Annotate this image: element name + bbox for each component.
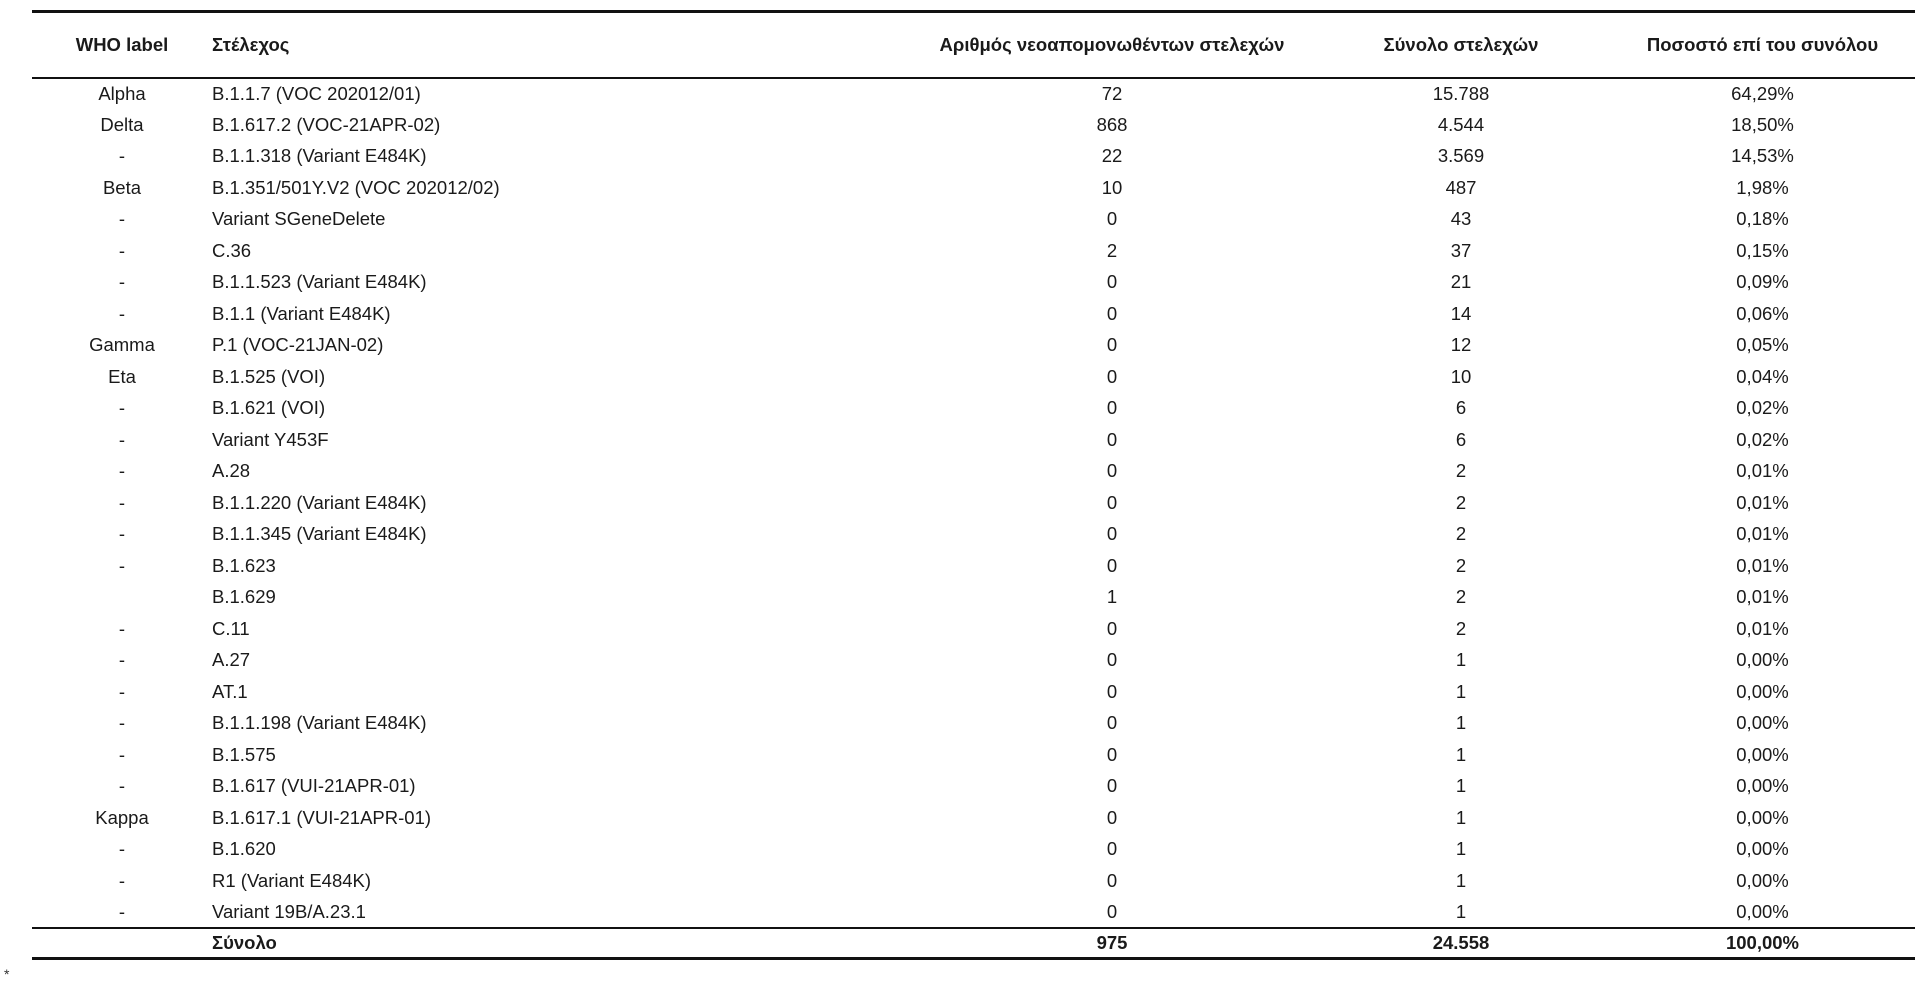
header-strain: Στέλεχος: [212, 12, 912, 78]
cell-percent: 0,01%: [1736, 586, 1789, 608]
cell-who-label: Kappa: [95, 806, 149, 828]
cell-percent: 18,50%: [1731, 113, 1794, 135]
cell-who-label: -: [118, 743, 126, 765]
cell-percent: 0,09%: [1736, 271, 1789, 293]
cell-strain: B.1.1.7 (VOC 202012/01): [212, 82, 421, 104]
cell-percent: 0,00%: [1736, 712, 1789, 734]
cell-who-label: -: [118, 649, 126, 671]
table-row: [32, 897, 1915, 929]
cell-strain: B.1.629: [212, 586, 276, 608]
cell-new-isolates: 0: [1106, 491, 1118, 513]
cell-strain: Variant Y453F: [212, 428, 329, 450]
cell-total-strains: 1: [1455, 743, 1467, 765]
cell-who-label: -: [118, 460, 126, 482]
cell-total-strains: 1: [1455, 775, 1467, 797]
cell-strain: B.1.1.220 (Variant E484K): [212, 491, 427, 513]
total-new-isolates: 975: [912, 928, 1312, 958]
cell-total-strains: 12: [1450, 334, 1472, 356]
total-who-cell: [32, 928, 212, 958]
cell-percent: 0,02%: [1736, 397, 1789, 419]
cell-strain: B.1.575: [212, 743, 276, 765]
cell-strain: B.1.351/501Y.V2 (VOC 202012/02): [212, 176, 500, 198]
total-label: Σύνολο: [212, 928, 912, 958]
cell-percent: 0,00%: [1736, 775, 1789, 797]
cell-total-strains: 1: [1455, 869, 1467, 891]
cell-percent: 0,00%: [1736, 838, 1789, 860]
cell-new-isolates: 0: [1106, 271, 1118, 293]
cell-who-label: -: [118, 302, 126, 324]
table-row: [32, 361, 1915, 393]
cell-new-isolates: 0: [1106, 460, 1118, 482]
cell-total-strains: 2: [1455, 491, 1467, 513]
table-row: [32, 834, 1915, 866]
cell-new-isolates: 0: [1106, 712, 1118, 734]
cell-percent: 1,98%: [1736, 176, 1789, 198]
cell-total-strains: 15.788: [1432, 82, 1490, 104]
cell-new-isolates: 0: [1106, 554, 1118, 576]
table-row: [32, 802, 1915, 834]
cell-total-strains: 21: [1450, 271, 1472, 293]
cell-total-strains: 2: [1455, 554, 1467, 576]
cell-who-label: -: [118, 617, 126, 639]
cell-who-label: -: [118, 428, 126, 450]
table-row: [32, 235, 1915, 267]
table-row: [32, 865, 1915, 897]
cell-strain: AT.1: [212, 680, 248, 702]
table-row: [32, 204, 1915, 236]
cell-strain: B.1.1.345 (Variant E484K): [212, 523, 427, 545]
header-total-strains: Σύνολο στελεχών: [1312, 12, 1610, 78]
cell-strain: B.1.617.1 (VUI-21APR-01): [212, 806, 432, 828]
header-row: [32, 12, 1915, 78]
table-row: [32, 676, 1915, 708]
cell-total-strains: 1: [1455, 649, 1467, 671]
table-row: [32, 771, 1915, 803]
table-row: [32, 582, 1915, 614]
cell-percent: 14,53%: [1731, 145, 1794, 167]
cell-who-label: -: [118, 397, 126, 419]
cell-new-isolates: 0: [1106, 900, 1118, 922]
cell-percent: 0,00%: [1736, 743, 1789, 765]
cell-new-isolates: 0: [1106, 649, 1118, 671]
cell-new-isolates: 0: [1106, 302, 1118, 324]
cell-total-strains: 4.544: [1437, 113, 1485, 135]
cell-new-isolates: 868: [1096, 113, 1128, 135]
cell-who-label: Beta: [102, 176, 142, 198]
cell-new-isolates: 0: [1106, 838, 1118, 860]
cell-percent: 0,00%: [1736, 806, 1789, 828]
cell-total-strains: 6: [1455, 397, 1467, 419]
cell-total-strains: 1: [1455, 712, 1467, 734]
cell-total-strains: 2: [1455, 523, 1467, 545]
footnote-mark: *: [4, 966, 10, 982]
cell-strain: B.1.1 (Variant E484K): [212, 302, 391, 324]
table-row: [32, 456, 1915, 488]
cell-total-strains: 37: [1450, 239, 1472, 261]
cell-percent: 0,18%: [1736, 208, 1789, 230]
cell-new-isolates: 0: [1106, 869, 1118, 891]
cell-who-label: -: [118, 145, 126, 167]
cell-total-strains: 2: [1455, 586, 1467, 608]
cell-new-isolates: 1: [1106, 586, 1118, 608]
cell-who-label: -: [118, 838, 126, 860]
cell-strain: C.11: [212, 617, 250, 639]
cell-total-strains: 2: [1455, 617, 1467, 639]
cell-total-strains: 1: [1455, 806, 1467, 828]
cell-percent: 0,01%: [1736, 460, 1789, 482]
table-row: [32, 424, 1915, 456]
cell-total-strains: 14: [1450, 302, 1472, 324]
cell-percent: 0,01%: [1736, 554, 1789, 576]
header-percent-of-total: Ποσοστό επί του συνόλου: [1610, 12, 1915, 78]
table-row: [32, 613, 1915, 645]
total-row: [32, 928, 1915, 958]
cell-strain: B.1.621 (VOI): [212, 397, 326, 419]
cell-strain: B.1.1.318 (Variant E484K): [212, 145, 427, 167]
cell-strain: R1 (Variant E484K): [212, 869, 372, 891]
cell-percent: 64,29%: [1731, 82, 1794, 104]
cell-total-strains: 10: [1450, 365, 1472, 387]
cell-strain: B.1.525 (VOI): [212, 365, 326, 387]
table-row: [32, 487, 1915, 519]
table-row: [32, 739, 1915, 771]
cell-who-label: [32, 582, 212, 614]
header-who-label: WHO label: [32, 12, 212, 78]
cell-who-label: -: [118, 208, 126, 230]
total-percent: 100,00%: [1610, 928, 1915, 958]
cell-strain: C.36: [212, 239, 252, 261]
cell-who-label: Eta: [108, 365, 136, 387]
cell-total-strains: 3.569: [1437, 145, 1485, 167]
cell-who-label: -: [118, 239, 126, 261]
cell-new-isolates: 0: [1106, 775, 1118, 797]
header-new-isolates: Αριθμός νεοαπομονωθέντων στελεχών: [912, 12, 1312, 78]
cell-new-isolates: 0: [1106, 743, 1118, 765]
cell-who-label: Delta: [100, 113, 144, 135]
table-row: [32, 298, 1915, 330]
cell-percent: 0,15%: [1736, 239, 1789, 261]
table-row: [32, 519, 1915, 551]
cell-new-isolates: 22: [1101, 145, 1123, 167]
cell-new-isolates: 0: [1106, 334, 1118, 356]
table-row: [32, 109, 1915, 141]
table-row: [32, 141, 1915, 173]
cell-strain: B.1.617 (VUI-21APR-01): [212, 775, 416, 797]
cell-who-label: Alpha: [98, 82, 146, 104]
cell-strain: Variant SGeneDelete: [212, 208, 386, 230]
cell-percent: 0,01%: [1736, 491, 1789, 513]
cell-new-isolates: 0: [1106, 680, 1118, 702]
table-row: [32, 78, 1915, 110]
cell-percent: 0,00%: [1736, 680, 1789, 702]
cell-new-isolates: 0: [1106, 523, 1118, 545]
cell-strain: Variant 19B/A.23.1: [212, 900, 366, 922]
table-row: [32, 550, 1915, 582]
table-body: [32, 78, 1915, 929]
cell-percent: 0,04%: [1736, 365, 1789, 387]
cell-strain: B.1.617.2 (VOC-21APR-02): [212, 113, 441, 135]
cell-total-strains: 6: [1455, 428, 1467, 450]
cell-total-strains: 487: [1445, 176, 1477, 198]
cell-new-isolates: 72: [1101, 82, 1123, 104]
cell-new-isolates: 0: [1106, 428, 1118, 450]
cell-who-label: -: [118, 271, 126, 293]
cell-percent: 0,01%: [1736, 523, 1789, 545]
cell-strain: B.1.620: [212, 838, 276, 860]
cell-who-label: -: [118, 523, 126, 545]
cell-who-label: -: [118, 491, 126, 513]
cell-percent: 0,00%: [1736, 869, 1789, 891]
table-row: [32, 645, 1915, 677]
cell-who-label: -: [118, 900, 126, 922]
table-row: [32, 172, 1915, 204]
cell-strain: P.1 (VOC-21JAN-02): [212, 334, 384, 356]
cell-strain: A.27: [212, 649, 251, 671]
cell-new-isolates: 0: [1106, 365, 1118, 387]
cell-who-label: -: [118, 680, 126, 702]
cell-new-isolates: 0: [1106, 617, 1118, 639]
cell-new-isolates: 0: [1106, 806, 1118, 828]
cell-total-strains: 43: [1450, 208, 1472, 230]
cell-who-label: -: [118, 869, 126, 891]
cell-who-label: -: [118, 712, 126, 734]
cell-new-isolates: 10: [1101, 176, 1123, 198]
table-row: [32, 393, 1915, 425]
table-row: [32, 330, 1915, 362]
cell-strain: B.1.1.198 (Variant E484K): [212, 712, 427, 734]
cell-who-label: -: [118, 775, 126, 797]
cell-new-isolates: 0: [1106, 397, 1118, 419]
cell-strain: B.1.623: [212, 554, 276, 576]
cell-strain: B.1.1.523 (Variant E484K): [212, 271, 427, 293]
cell-who-label: -: [118, 554, 126, 576]
cell-percent: 0,05%: [1736, 334, 1789, 356]
cell-percent: 0,02%: [1736, 428, 1789, 450]
cell-percent: 0,00%: [1736, 649, 1789, 671]
total-strains: 24.558: [1312, 928, 1610, 958]
cell-percent: 0,06%: [1736, 302, 1789, 324]
cell-percent: 0,01%: [1736, 617, 1789, 639]
variants-table: [32, 10, 1915, 960]
cell-percent: 0,00%: [1736, 900, 1789, 922]
table-row: [32, 267, 1915, 299]
cell-total-strains: 1: [1455, 838, 1467, 860]
cell-total-strains: 1: [1455, 680, 1467, 702]
cell-who-label: Gamma: [89, 334, 155, 356]
cell-new-isolates: 0: [1106, 208, 1118, 230]
cell-total-strains: 1: [1455, 900, 1467, 922]
cell-strain: A.28: [212, 460, 251, 482]
cell-new-isolates: 2: [1106, 239, 1118, 261]
table-row: [32, 708, 1915, 740]
cell-total-strains: 2: [1455, 460, 1467, 482]
